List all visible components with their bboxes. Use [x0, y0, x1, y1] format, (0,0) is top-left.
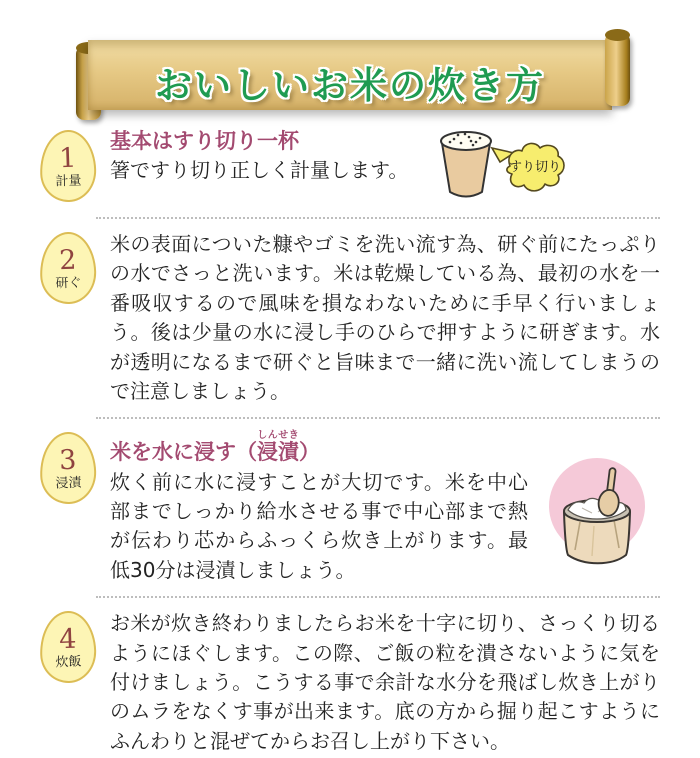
speech-bubble-text: すり切り	[509, 160, 562, 175]
step-number: 4	[58, 623, 77, 655]
step-4-cooking	[40, 607, 660, 758]
step-label: 計量	[55, 173, 82, 189]
step-heading: 米を水に浸す（浸漬しんせき）	[110, 430, 320, 465]
section-divider	[96, 417, 660, 419]
measuring-cup-illustration	[414, 126, 574, 206]
section-divider	[96, 596, 660, 598]
rice-grain-icon	[39, 610, 97, 684]
steps-list	[0, 126, 700, 758]
page-title: おいしいお米の炊き方	[155, 64, 545, 107]
measuring-cup-icon	[441, 132, 491, 197]
step-number: 1	[58, 142, 77, 174]
step-3-soaking	[40, 428, 660, 587]
step-body-text: 箸ですり切り正しく計量します。	[110, 158, 409, 183]
section-divider	[96, 217, 660, 219]
step-label: 浸漬	[55, 475, 82, 492]
step-body-text: 米の表面についた糠やゴミを洗い流す為、研ぐ前にたっぷりの水でさっと洗います。米は乾燥している為、最初の水を一番吸収するので風味を損なわないために手早く行いましょう。後は少量の水に浸し手のひらで押すように研ぎます。水が透明になるまで研ぐと旨味まで一緒に洗い流してしまうので注意しましょう。	[110, 232, 660, 403]
furigana: しんせき	[257, 430, 299, 442]
step-number: 2	[58, 244, 77, 276]
surikiri-speech-bubble-icon	[492, 143, 564, 190]
rice-pot-illustration	[534, 452, 660, 576]
step-1-measuring	[40, 126, 660, 208]
title-banner	[0, 0, 700, 126]
step-body-text: お米が炊き終わりましたらお米を十字に切り、さっくり切るようにほぐします。この際、ご飯の粒を潰さないように気を付けましょう。こうする事で余計な水分を飛ばし炊き上がりのムラをなくす事が出来ます。底の方から掘り起こすようにふんわりと混ぜてからお召し上がり下さい。	[110, 611, 660, 753]
step-body-text: 炊く前に水に浸すことが大切です。米を中心部までしっかり給水させる事で中心部まで熱が伝わり芯からふっくら炊き上がります。最低30分は浸漬しましょう。	[110, 469, 528, 582]
step-label: 研ぐ	[55, 275, 82, 291]
step-label: 炊飯	[55, 654, 82, 671]
rice-grain-icon	[39, 129, 97, 203]
step-number: 3	[58, 444, 77, 477]
step-2-washing	[40, 228, 660, 408]
rice-grain-icon	[39, 431, 97, 505]
step-heading: 基本はすり切り一杯	[110, 129, 299, 153]
rice-grain-icon	[39, 231, 97, 305]
